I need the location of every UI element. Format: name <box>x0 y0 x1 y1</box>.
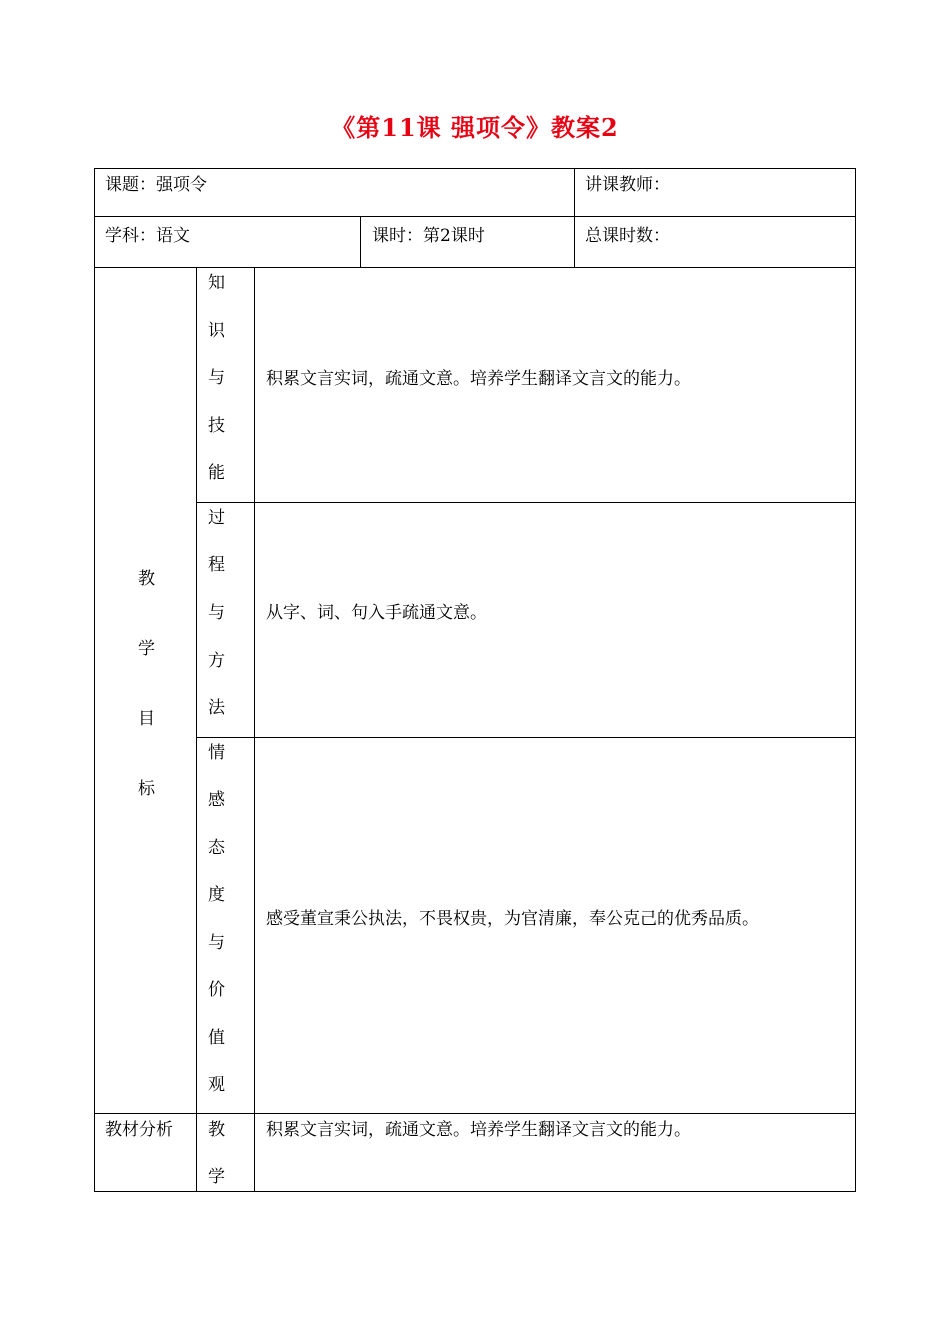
table-row-divider <box>94 267 856 268</box>
table-col-divider <box>360 216 361 268</box>
table-row-divider <box>94 216 856 217</box>
table-col-divider <box>196 267 197 1192</box>
subject-value: 语文 <box>156 226 190 246</box>
table-border-top <box>94 168 856 169</box>
topic-value: 强项令 <box>156 175 207 195</box>
topic-label: 课题： <box>105 175 156 195</box>
goal-content-emotion-values: 感受董宣秉公执法，不畏权贵，为官清廉，奉公克己的优秀品质。 <box>266 909 759 929</box>
table-border-left <box>94 168 95 1192</box>
subject-label: 学科： <box>105 226 156 246</box>
period-label: 课时： <box>372 226 423 246</box>
table-col-divider <box>254 267 255 1192</box>
goal-content-knowledge-skills: 积累文言实词，疏通文意。培养学生翻译文言文的能力。 <box>266 369 691 389</box>
subject-cell <box>105 225 190 247</box>
total-periods-label: 总课时数： <box>585 226 670 246</box>
teacher-label: 讲课教师： <box>585 175 670 195</box>
analysis-content: 积累文言实词，疏通文意。培养学生翻译文言文的能力。 <box>266 1120 691 1140</box>
table-row-divider <box>196 737 856 738</box>
material-analysis-label: 教材分析 <box>105 1120 173 1140</box>
period-cell <box>372 225 485 247</box>
topic-cell <box>105 174 207 196</box>
table-row-divider <box>94 1113 856 1114</box>
document-title: 《第11课 强项令》教案2 <box>331 113 619 142</box>
table-row-divider <box>196 502 856 503</box>
goal-content-process-method: 从字、词、句入手疏通文意。 <box>266 603 487 623</box>
table-border-bottom <box>94 1191 856 1192</box>
period-value: 第2课时 <box>423 226 485 246</box>
table-col-divider <box>574 168 575 268</box>
table-border-right <box>855 168 856 1192</box>
